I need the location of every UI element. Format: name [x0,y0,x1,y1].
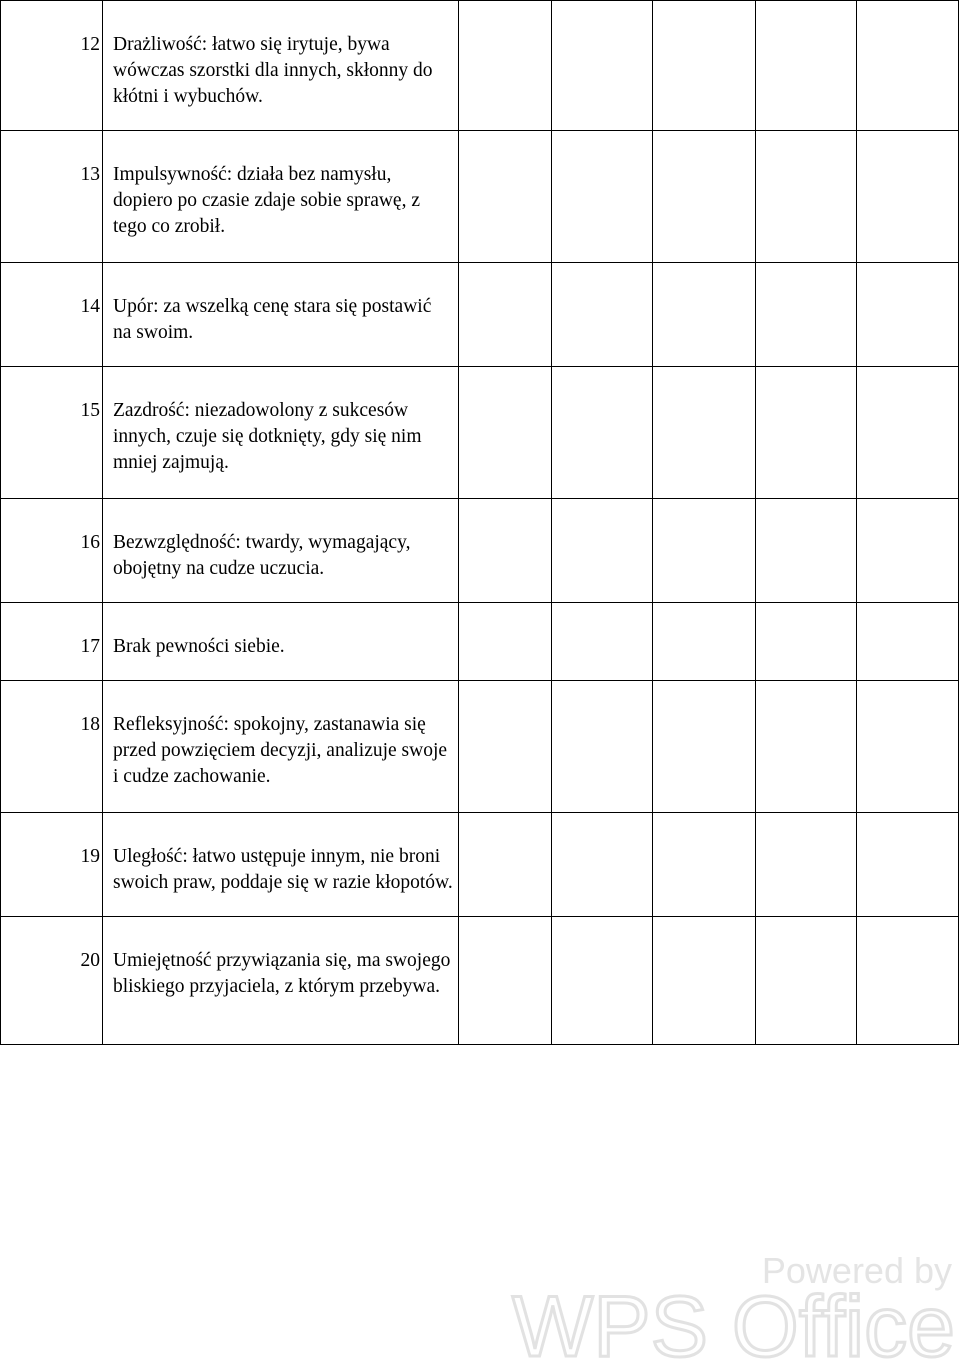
row-number: 18 [1,681,103,813]
table-row [1,263,959,367]
trait-description: Uległość: łatwo ustępuje innym, nie broni swoich praw, poddaje się w razie kłopotów. [103,813,459,917]
rating-cell[interactable] [653,263,756,367]
rating-cell[interactable] [459,813,552,917]
rating-cell[interactable] [653,367,756,499]
rating-cell[interactable] [459,499,552,603]
rating-cell[interactable] [653,499,756,603]
trait-description: Zazdrość: niezadowolony z sukcesów innych, czuje się dotknięty, gdy się nim mniej zajmują. [103,367,459,499]
watermark-wps-office: WPS Office [512,1279,955,1363]
rating-cell[interactable] [857,681,959,813]
row-number: 14 [1,263,103,367]
rating-cell[interactable] [552,681,653,813]
rating-cell[interactable] [857,603,959,681]
rating-cell[interactable] [756,263,857,367]
row-number: 13 [1,131,103,263]
row-number: 16 [1,499,103,603]
row-number: 12 [1,1,103,131]
trait-description: Upór: za wszelką cenę stara się postawić na swoim. [103,263,459,367]
table-row [1,1,959,131]
rating-cell[interactable] [459,917,552,1045]
rating-cell[interactable] [653,603,756,681]
rating-cell[interactable] [756,813,857,917]
table-row [1,603,959,681]
rating-cell[interactable] [653,1,756,131]
rating-cell[interactable] [653,681,756,813]
rating-cell[interactable] [653,813,756,917]
rating-cell[interactable] [756,1,857,131]
trait-rows [1,1,959,1045]
rating-cell[interactable] [857,263,959,367]
row-number: 20 [1,917,103,1045]
rating-cell[interactable] [857,917,959,1045]
rating-cell[interactable] [653,917,756,1045]
rating-cell[interactable] [756,499,857,603]
rating-cell[interactable] [552,499,653,603]
rating-cell[interactable] [857,367,959,499]
rating-cell[interactable] [756,367,857,499]
rating-cell[interactable] [552,367,653,499]
rating-cell[interactable] [756,917,857,1045]
rating-cell[interactable] [857,499,959,603]
rating-cell[interactable] [459,1,552,131]
rating-cell[interactable] [459,603,552,681]
row-number: 19 [1,813,103,917]
trait-description: Impulsywność: działa bez namysłu, dopiero po czasie zdaje sobie sprawę, z tego co zrobił. [103,131,459,263]
row-number: 15 [1,367,103,499]
rating-cell[interactable] [552,603,653,681]
trait-description: Umiejętność przywiązania się, ma swojego bliskiego przyjaciela, z którym przebywa. [103,917,459,1045]
rating-cell[interactable] [552,1,653,131]
trait-description: Drażliwość: łatwo się irytuje, bywa wówczas szorstki dla innych, skłonny do kłótni i wybuchów. [103,1,459,131]
rating-cell[interactable] [459,367,552,499]
rating-cell[interactable] [552,263,653,367]
row-number: 17 [1,603,103,681]
trait-description: Bezwzględność: twardy, wymagający, obojętny na cudze uczucia. [103,499,459,603]
table-row [1,917,959,1045]
rating-cell[interactable] [552,813,653,917]
table-row [1,681,959,813]
watermark-powered-by: Powered by [761,1250,952,1291]
rating-cell[interactable] [756,681,857,813]
rating-cell[interactable] [459,681,552,813]
rating-cell[interactable] [857,1,959,131]
table-row [1,367,959,499]
table-row [1,813,959,917]
trait-description: Refleksyjność: spokojny, zastanawia się przed powzięciem decyzji, analizuje swoje i cudze zachowanie. [103,681,459,813]
rating-cell[interactable] [459,263,552,367]
rating-cell[interactable] [552,917,653,1045]
rating-cell[interactable] [857,813,959,917]
table-row [1,131,959,263]
rating-cell[interactable] [756,131,857,263]
rating-cell[interactable] [552,131,653,263]
rating-cell[interactable] [653,131,756,263]
table-row [1,499,959,603]
rating-cell[interactable] [756,603,857,681]
trait-description: Brak pewności siebie. [103,603,459,681]
rating-cell[interactable] [459,131,552,263]
rating-cell[interactable] [857,131,959,263]
